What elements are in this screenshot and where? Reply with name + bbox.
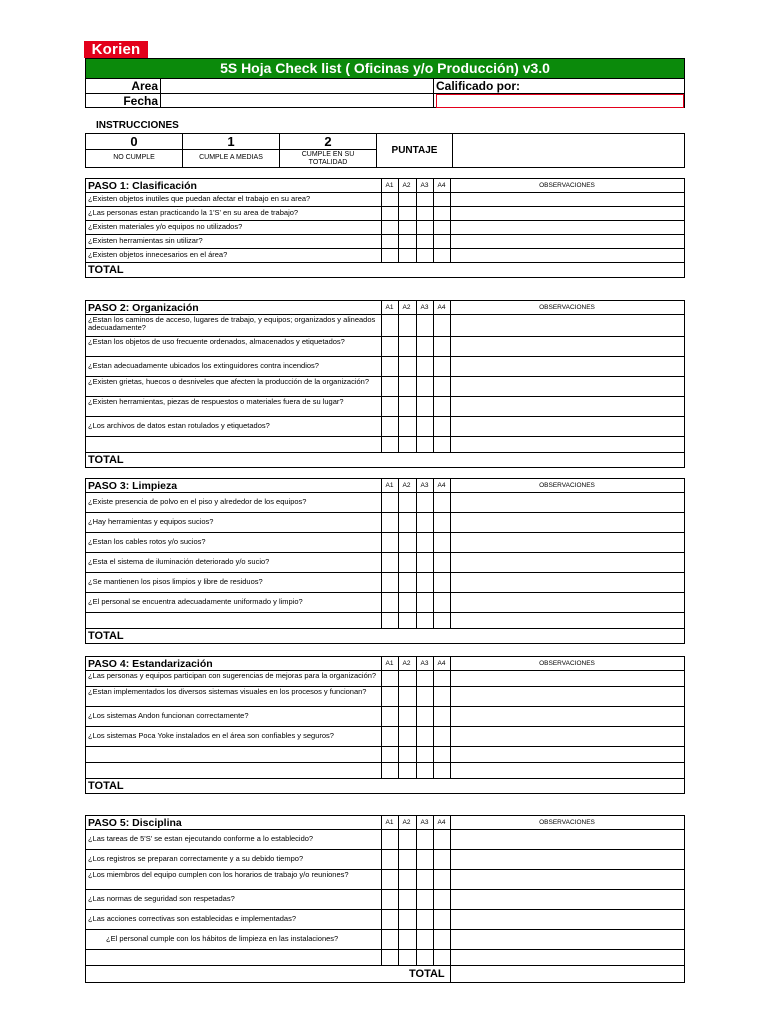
column-divider [433, 437, 434, 452]
answer-cell-a4[interactable] [434, 930, 450, 950]
total-row [86, 453, 684, 467]
section-title: PASO 4: Estandarización [88, 658, 213, 670]
answer-cell-a3[interactable] [417, 553, 433, 573]
observation-cell[interactable] [451, 687, 683, 707]
answer-cell-a3[interactable] [417, 417, 433, 437]
scale-2-num: 2 [280, 134, 376, 150]
answer-cell-a2[interactable] [399, 337, 415, 357]
observation-cell[interactable] [451, 207, 683, 221]
question-text: ¿Estan los caminos de acceso, lugares de trabajo, y equipos; organizados y alineados adecuadamente? [88, 316, 376, 332]
checklist-row [86, 193, 684, 207]
answer-cell-a4[interactable] [434, 830, 450, 850]
page-title: 5S Hoja Check list ( Oficinas y/o Producción) v3.0 [85, 58, 685, 79]
observation-cell[interactable] [451, 890, 683, 910]
answer-cell-a3[interactable] [417, 221, 433, 235]
section-title: PASO 2: Organización [88, 302, 199, 314]
checklist-row [86, 207, 684, 221]
column-divider [381, 437, 382, 452]
column-divider [398, 950, 399, 965]
answer-cell-a4[interactable] [434, 397, 450, 417]
answer-cell-a3[interactable] [417, 727, 433, 747]
area-label: Area [131, 79, 158, 93]
section-paso-5 [85, 815, 685, 983]
answer-cell-a1[interactable] [382, 830, 398, 850]
checklist-row [86, 377, 684, 397]
observation-cell[interactable] [451, 493, 683, 513]
answer-cell-a4[interactable] [434, 417, 450, 437]
column-observaciones: OBSERVACIONES [539, 304, 595, 311]
answer-cell-a3[interactable] [417, 315, 433, 337]
answer-cell-a4[interactable] [434, 593, 450, 613]
answer-cell-a2[interactable] [399, 493, 415, 513]
checklist-row [86, 249, 684, 263]
answer-cell-a3[interactable] [417, 249, 433, 263]
scale-0-num: 0 [86, 134, 182, 150]
column-a1: A1 [385, 482, 394, 489]
observation-cell[interactable] [451, 910, 683, 930]
observation-cell[interactable] [451, 533, 683, 553]
answer-cell-a1[interactable] [382, 687, 398, 707]
section-title: PASO 3: Limpieza [88, 480, 178, 492]
answer-cell-a1[interactable] [382, 221, 398, 235]
column-divider [450, 437, 451, 452]
answer-cell-a2[interactable] [399, 397, 415, 417]
column-a2: A2 [402, 304, 411, 311]
column-a3: A3 [420, 304, 429, 311]
column-divider [398, 747, 399, 762]
column-divider [433, 950, 434, 965]
answer-cell-a3[interactable] [417, 707, 433, 727]
answer-cell-a2[interactable] [399, 671, 415, 687]
column-a4: A4 [437, 304, 446, 311]
answer-cell-a4[interactable] [434, 910, 450, 930]
checklist-row [86, 671, 684, 687]
observation-cell[interactable] [451, 707, 683, 727]
answer-cell-a3[interactable] [417, 493, 433, 513]
answer-cell-a1[interactable] [382, 553, 398, 573]
observation-cell[interactable] [451, 727, 683, 747]
answer-cell-a1[interactable] [382, 533, 398, 553]
section-title: PASO 1: Clasificación [88, 180, 197, 192]
answer-cell-a4[interactable] [434, 687, 450, 707]
answer-cell-a2[interactable] [399, 593, 415, 613]
answer-cell-a2[interactable] [399, 870, 415, 890]
column-a3: A3 [420, 660, 429, 667]
answer-cell-a4[interactable] [434, 207, 450, 221]
column-a2: A2 [402, 182, 411, 189]
checklist-row [86, 573, 684, 593]
checklist-row [86, 707, 684, 727]
observation-cell[interactable] [451, 417, 683, 437]
question-text: ¿Las personas y equipos participan con sugerencias de mejoras para la organización? [88, 672, 377, 680]
answer-cell-a3[interactable] [417, 573, 433, 593]
total-label: TOTAL [88, 780, 124, 792]
answer-cell-a4[interactable] [434, 553, 450, 573]
checklist-row [86, 437, 684, 453]
column-a4: A4 [437, 482, 446, 489]
column-divider [416, 763, 417, 778]
question-text: ¿Existen materiales y/o equipos no utilizados? [88, 223, 243, 231]
checklist-row [86, 397, 684, 417]
column-a4: A4 [437, 182, 446, 189]
checklist-row [86, 357, 684, 377]
calificado-label: Calificado por: [436, 79, 521, 93]
observation-cell[interactable] [451, 870, 683, 890]
answer-cell-a4[interactable] [434, 850, 450, 870]
question-text: ¿Estan los objetos de uso frecuente ordenados, almacenados y etiquetados? [88, 338, 345, 346]
observation-cell[interactable] [451, 337, 683, 357]
checklist-row [86, 747, 684, 763]
fecha-label: Fecha [123, 94, 158, 108]
answer-cell-a4[interactable] [434, 221, 450, 235]
observation-cell[interactable] [451, 357, 683, 377]
answer-cell-a2[interactable] [399, 235, 415, 249]
header-fields [85, 79, 685, 108]
answer-cell-a4[interactable] [434, 315, 450, 337]
answer-cell-a2[interactable] [399, 687, 415, 707]
answer-cell-a1[interactable] [382, 235, 398, 249]
column-divider [381, 613, 382, 628]
question-text: ¿Existen objetos inutiles que puedan afectar el trabajo en su area? [88, 195, 311, 203]
answer-cell-a1[interactable] [382, 397, 398, 417]
column-divider [433, 613, 434, 628]
column-divider [416, 747, 417, 762]
checklist-row [86, 553, 684, 573]
column-a3: A3 [420, 819, 429, 826]
observation-cell[interactable] [451, 930, 683, 950]
question-text: ¿Los archivos de datos estan rotulados y etiquetados? [88, 422, 270, 430]
answer-cell-a2[interactable] [399, 850, 415, 870]
scale-1 [183, 134, 280, 167]
observation-cell[interactable] [451, 397, 683, 417]
instructions-title: INSTRUCCIONES [96, 120, 179, 131]
observation-cell[interactable] [451, 513, 683, 533]
answer-cell-a2[interactable] [399, 193, 415, 207]
answer-cell-a4[interactable] [434, 533, 450, 553]
answer-cell-a3[interactable] [417, 890, 433, 910]
answer-cell-a4[interactable] [434, 357, 450, 377]
answer-cell-a4[interactable] [434, 235, 450, 249]
question-text: ¿Esta el sistema de iluminación deteriorado y/o sucio? [88, 558, 270, 566]
column-divider [398, 763, 399, 778]
question-text: ¿Existen herramientas, piezas de respuestos o materiales fuera de su lugar? [88, 398, 344, 406]
column-divider [381, 763, 382, 778]
total-label: TOTAL [88, 264, 124, 276]
question-text: ¿Estan los cables rotos y/o sucios? [88, 538, 206, 546]
answer-cell-a3[interactable] [417, 397, 433, 417]
column-observaciones: OBSERVACIONES [539, 182, 595, 189]
answer-cell-a1[interactable] [382, 870, 398, 890]
column-divider [381, 747, 382, 762]
column-observaciones: OBSERVACIONES [539, 660, 595, 667]
question-text: ¿El personal cumple con los hábitos de limpieza en las instalaciones? [106, 935, 339, 943]
answer-cell-a3[interactable] [417, 207, 433, 221]
answer-cell-a2[interactable] [399, 249, 415, 263]
answer-cell-a1[interactable] [382, 850, 398, 870]
answer-cell-a2[interactable] [399, 533, 415, 553]
answer-cell-a2[interactable] [399, 930, 415, 950]
answer-cell-a3[interactable] [417, 930, 433, 950]
scale-1-desc: CUMPLE A MEDIAS [199, 154, 263, 161]
fecha-field[interactable] [160, 94, 434, 108]
answer-cell-a3[interactable] [417, 533, 433, 553]
answer-cell-a4[interactable] [434, 671, 450, 687]
checklist-row [86, 613, 684, 629]
section-header-row [86, 657, 684, 671]
answer-cell-a1[interactable] [382, 493, 398, 513]
answer-cell-a3[interactable] [417, 830, 433, 850]
puntaje-label: PUNTAJE [377, 134, 453, 167]
question-text: ¿Existen objetos innecesarios en el área? [88, 251, 228, 259]
column-divider [416, 613, 417, 628]
question-text: ¿Las tareas de 5'S' se estan ejecutando conforme a lo establecido? [88, 835, 314, 843]
question-text: ¿Los sistemas Poca Yoke instalados en el área son confiables y seguros? [88, 732, 334, 740]
column-observaciones: OBSERVACIONES [539, 819, 595, 826]
instructions-table [85, 133, 685, 168]
observation-cell[interactable] [451, 249, 683, 263]
total-label: TOTAL [88, 630, 124, 642]
answer-cell-a4[interactable] [434, 870, 450, 890]
answer-cell-a4[interactable] [434, 513, 450, 533]
area-field[interactable] [160, 79, 434, 93]
checklist-row [86, 533, 684, 553]
answer-cell-a4[interactable] [434, 193, 450, 207]
checklist-row [86, 687, 684, 707]
question-text: ¿Hay herramientas y equipos sucios? [88, 518, 214, 526]
column-divider [450, 950, 451, 965]
answer-cell-a1[interactable] [382, 193, 398, 207]
observation-cell[interactable] [451, 553, 683, 573]
answer-cell-a3[interactable] [417, 337, 433, 357]
answer-cell-a1[interactable] [382, 573, 398, 593]
answer-cell-a4[interactable] [434, 493, 450, 513]
checklist-row [86, 337, 684, 357]
section-header-row [86, 479, 684, 493]
answer-cell-a3[interactable] [417, 193, 433, 207]
column-divider [450, 747, 451, 762]
question-text: ¿Existe presencia de polvo en el piso y alrededor de los equipos? [88, 498, 307, 506]
checklist-row [86, 493, 684, 513]
total-row [86, 629, 684, 643]
column-a3: A3 [420, 482, 429, 489]
answer-cell-a2[interactable] [399, 727, 415, 747]
column-divider [433, 747, 434, 762]
answer-cell-a1[interactable] [382, 593, 398, 613]
section-header-row [86, 301, 684, 315]
scale-0-desc: NO CUMPLE [113, 154, 155, 161]
column-a4: A4 [437, 660, 446, 667]
question-text: ¿Los sistemas Andon funcionan correctamente? [88, 712, 249, 720]
answer-cell-a4[interactable] [434, 377, 450, 397]
section-header-row [86, 179, 684, 193]
column-a1: A1 [385, 660, 394, 667]
column-a4: A4 [437, 819, 446, 826]
section-paso-3 [85, 478, 685, 644]
observation-cell[interactable] [451, 235, 683, 249]
answer-cell-a4[interactable] [434, 249, 450, 263]
question-text: ¿Existen herramientas sin utilizar? [88, 237, 203, 245]
question-text: ¿Las personas estan practicando la 1'S' en su area de trabajo? [88, 209, 299, 217]
answer-cell-a1[interactable] [382, 707, 398, 727]
observation-cell[interactable] [451, 671, 683, 687]
answer-cell-a1[interactable] [382, 377, 398, 397]
column-a1: A1 [385, 182, 394, 189]
answer-cell-a2[interactable] [399, 377, 415, 397]
total-row [86, 779, 684, 793]
column-a2: A2 [402, 660, 411, 667]
answer-cell-a2[interactable] [399, 890, 415, 910]
answer-cell-a3[interactable] [417, 235, 433, 249]
answer-cell-a3[interactable] [417, 593, 433, 613]
column-observaciones: OBSERVACIONES [539, 482, 595, 489]
answer-cell-a4[interactable] [434, 337, 450, 357]
column-divider [450, 763, 451, 778]
answer-cell-a2[interactable] [399, 707, 415, 727]
checklist-row [86, 513, 684, 533]
section-paso-4 [85, 656, 685, 794]
answer-cell-a3[interactable] [417, 910, 433, 930]
column-a3: A3 [420, 182, 429, 189]
observation-cell[interactable] [451, 221, 683, 235]
total-row [86, 966, 684, 982]
answer-cell-a2[interactable] [399, 417, 415, 437]
checklist-row [86, 890, 684, 910]
column-divider [398, 437, 399, 452]
question-text: ¿Se mantienen los pisos limpios y libre de residuos? [88, 578, 263, 586]
answer-cell-a2[interactable] [399, 513, 415, 533]
question-text: ¿Los miembros del equipo cumplen con los horarios de trabajo y/o reuniones? [88, 871, 349, 879]
answer-cell-a2[interactable] [399, 553, 415, 573]
answer-cell-a1[interactable] [382, 727, 398, 747]
column-divider [416, 437, 417, 452]
answer-cell-a2[interactable] [399, 315, 415, 337]
section-title: PASO 5: Disciplina [88, 817, 182, 829]
total-row [86, 263, 684, 277]
answer-cell-a1[interactable] [382, 671, 398, 687]
observation-cell[interactable] [451, 850, 683, 870]
checklist-row [86, 417, 684, 437]
observation-cell[interactable] [451, 377, 683, 397]
question-text: ¿Estan implementados los diversos sistemas visuales en los procesos y funcionan? [88, 688, 367, 696]
checklist-row [86, 593, 684, 613]
answer-cell-a2[interactable] [399, 830, 415, 850]
section-paso-1 [85, 178, 685, 278]
answer-cell-a4[interactable] [434, 573, 450, 593]
checklist-row [86, 910, 684, 930]
answer-cell-a4[interactable] [434, 890, 450, 910]
checklist-row [86, 235, 684, 249]
checklist-row [86, 763, 684, 779]
answer-cell-a1[interactable] [382, 930, 398, 950]
column-divider [416, 950, 417, 965]
checklist-row [86, 870, 684, 890]
checklist-row [86, 221, 684, 235]
company-logo: Korien [84, 41, 148, 58]
question-text: ¿Los registros se preparan correctamente y a su debido tiempo? [88, 855, 304, 863]
checklist-row [86, 830, 684, 850]
total-label: TOTAL [88, 454, 124, 466]
observation-cell[interactable] [451, 573, 683, 593]
answer-cell-a4[interactable] [434, 727, 450, 747]
answer-cell-a2[interactable] [399, 207, 415, 221]
calificado-field[interactable] [436, 94, 684, 108]
answer-cell-a1[interactable] [382, 890, 398, 910]
answer-cell-a1[interactable] [382, 357, 398, 377]
answer-cell-a1[interactable] [382, 315, 398, 337]
column-divider [450, 613, 451, 628]
answer-cell-a2[interactable] [399, 573, 415, 593]
observation-cell[interactable] [451, 593, 683, 613]
question-text: ¿El personal se encuentra adecuadamente uniformado y limpio? [88, 598, 303, 606]
question-text: ¿Existen grietas, huecos o desniveles que afecten la producción de la organización? [88, 378, 370, 386]
answer-cell-a3[interactable] [417, 870, 433, 890]
total-label: TOTAL [409, 968, 445, 980]
answer-cell-a3[interactable] [417, 377, 433, 397]
answer-cell-a1[interactable] [382, 337, 398, 357]
observation-cell[interactable] [451, 315, 683, 337]
column-divider [433, 763, 434, 778]
answer-cell-a2[interactable] [399, 357, 415, 377]
column-a2: A2 [402, 819, 411, 826]
observation-cell[interactable] [451, 193, 683, 207]
checklist-row [86, 930, 684, 950]
column-divider [398, 613, 399, 628]
scale-0 [86, 134, 183, 167]
puntaje-value[interactable] [453, 134, 684, 167]
checklist-row [86, 950, 684, 966]
answer-cell-a3[interactable] [417, 357, 433, 377]
answer-cell-a3[interactable] [417, 513, 433, 533]
answer-cell-a1[interactable] [382, 249, 398, 263]
section-paso-2 [85, 300, 685, 468]
answer-cell-a1[interactable] [382, 417, 398, 437]
scale-2 [280, 134, 377, 167]
checklist-row [86, 315, 684, 337]
question-text: ¿Las normas de seguridad son respetadas? [88, 895, 235, 903]
observation-cell[interactable] [451, 830, 683, 850]
answer-cell-a2[interactable] [399, 221, 415, 235]
column-a2: A2 [402, 482, 411, 489]
answer-cell-a3[interactable] [417, 687, 433, 707]
scale-2-desc: CUMPLE EN SU TOTALIDAD [301, 151, 355, 166]
answer-cell-a4[interactable] [434, 707, 450, 727]
checklist-row [86, 727, 684, 747]
answer-cell-a1[interactable] [382, 207, 398, 221]
column-divider [450, 966, 451, 982]
column-divider [381, 950, 382, 965]
answer-cell-a1[interactable] [382, 910, 398, 930]
answer-cell-a2[interactable] [399, 910, 415, 930]
question-text: ¿Estan adecuadamente ubicados los extinguidores contra incendios? [88, 362, 319, 370]
section-header-row [86, 816, 684, 830]
answer-cell-a3[interactable] [417, 850, 433, 870]
answer-cell-a1[interactable] [382, 513, 398, 533]
column-a1: A1 [385, 304, 394, 311]
checklist-row [86, 850, 684, 870]
scale-1-num: 1 [183, 134, 279, 150]
question-text: ¿Las acciones correctivas son establecidas e implementadas? [88, 915, 297, 923]
answer-cell-a3[interactable] [417, 671, 433, 687]
column-a1: A1 [385, 819, 394, 826]
